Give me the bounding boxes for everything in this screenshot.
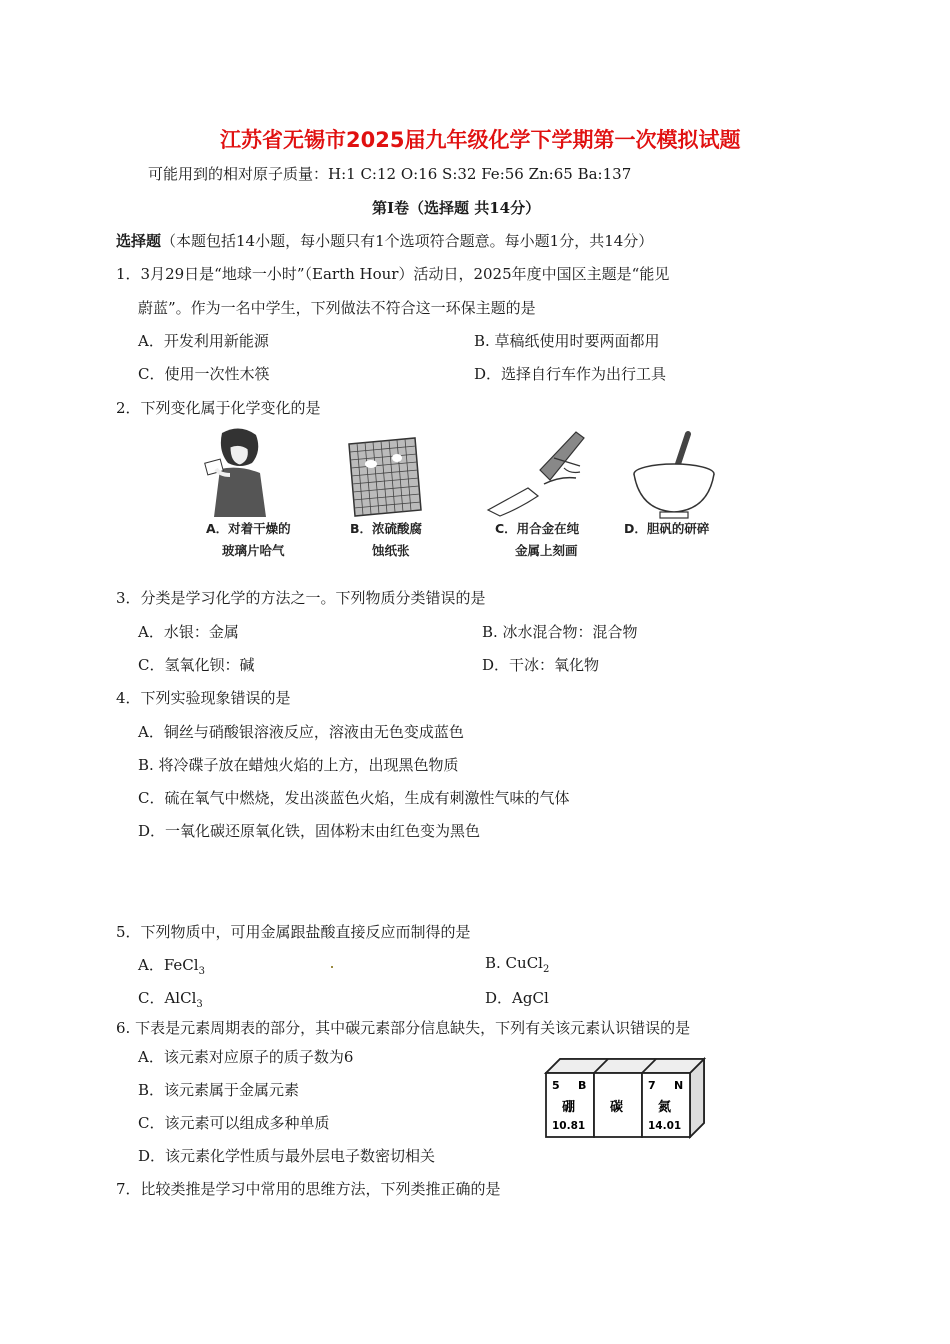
q5-option-d: D．AgCl (485, 989, 549, 1007)
instructions-label: 选择题 (116, 232, 162, 250)
periodic-table-fragment (540, 1053, 720, 1145)
q2-stem: 2．下列变化属于化学变化的是 (116, 399, 321, 417)
q2-caption-c (495, 518, 579, 562)
q1-option-d: D．选择自行车作为出行工具 (474, 365, 667, 383)
page-title: 江苏省无锡市2025届九年级化学下学期第一次模拟试题 (220, 128, 741, 152)
q2-caption-c-line1: C．用合金在纯 (495, 521, 580, 536)
q4-option-b: B. 将冷碟子放在蜡烛火焰的上方，出现黑色物质 (138, 756, 459, 774)
nitrogen-mass: 14.01 (648, 1120, 682, 1132)
q5-option-b-text: B. CuCl (485, 954, 543, 972)
q5-option-a (138, 954, 205, 977)
q4-option-d: D．一氧化碳还原氧化铁，固体粉末由红色变为黑色 (138, 822, 481, 840)
q3-option-d: D．干冰：氧化物 (482, 656, 600, 674)
atomic-masses: 可能用到的相对原子质量：H:1 C:12 O:16 S:32 Fe:56 Zn:65 Ba:137 (148, 165, 632, 183)
boron-mass: 10.81 (552, 1120, 586, 1132)
girl-breathing-illustration (200, 425, 280, 520)
q5-option-c-text: C．AlCl (138, 989, 197, 1007)
q2-caption-a-line1: A．对着干燥的 (206, 521, 291, 536)
q5-stem: 5．下列物质中，可用金属跟盐酸直接反应而制得的是 (116, 923, 471, 941)
instructions (116, 230, 653, 251)
q3-option-b: B. 冰水混合物：混合物 (482, 623, 638, 641)
q1-stem-line1: 1．3月29日是“地球一小时”（Earth Hour）活动日，2025年度中国区主题是“能见 (116, 265, 670, 283)
boron-number: 5 (552, 1079, 560, 1092)
q6-option-b: B．该元素属于金属元素 (138, 1081, 300, 1099)
nitrogen-name: 氮 (658, 1100, 672, 1115)
q1-stem-line2: 蔚蓝”。作为一名中学生，下列做法不符合这一环保主题的是 (138, 299, 536, 317)
q4-stem: 4．下列实验现象错误的是 (116, 689, 291, 707)
q2-caption-a-line2: 玻璃片哈气 (222, 543, 285, 558)
metal-scribing-illustration (480, 428, 590, 518)
q5-option-b (485, 954, 549, 975)
q5-option-a-text: A．FeCl (138, 956, 199, 974)
q6-option-a: A．该元素对应原子的质子数为6 (138, 1048, 354, 1066)
q2-caption-c-line2: 金属上刻画 (515, 543, 578, 558)
q1-option-c: C．使用一次性木筷 (138, 365, 270, 383)
q6-option-d: D．该元素化学性质与最外层电子数密切相关 (138, 1147, 436, 1165)
nitrogen-number: 7 (648, 1079, 656, 1092)
q2-caption-d: D．胆矾的研碎 (624, 521, 710, 536)
q3-option-a: A．水银：金属 (138, 623, 239, 641)
q1-option-a: A．开发利用新能源 (138, 332, 269, 350)
boron-name: 硼 (562, 1100, 576, 1115)
section-title: 第Ⅰ卷（选择题 共14分） (372, 199, 541, 217)
boron-symbol: B (578, 1079, 587, 1092)
q6-option-c: C．该元素可以组成多种单质 (138, 1114, 330, 1132)
q1-option-b: B. 草稿纸使用时要两面都用 (474, 332, 660, 350)
instructions-text: （本题包括14小题，每小题只有1个选项符合题意。每小题1分，共14分） (161, 232, 654, 250)
q2-caption-b-line1: B．浓硫酸腐 (350, 521, 423, 536)
q2-caption-b-line2: 蚀纸张 (372, 543, 410, 558)
carbon-name: 碳 (610, 1100, 624, 1115)
paper-grid-illustration (345, 438, 425, 516)
q3-stem: 3．分类是学习化学的方法之一。下列物质分类错误的是 (116, 589, 486, 607)
q7-stem: 7．比较类推是学习中常用的思维方法，下列类推正确的是 (116, 1180, 501, 1198)
q5-option-a-sub: 3 (198, 966, 205, 977)
mortar-pestle-illustration (630, 428, 720, 520)
q3-option-c: C．氢氧化钡：碱 (138, 656, 255, 674)
nitrogen-symbol: N (674, 1079, 684, 1092)
q5-option-c-sub: 3 (196, 999, 203, 1010)
q2-caption-b (350, 518, 422, 562)
q4-option-c: C．硫在氧气中燃烧，发出淡蓝色火焰，生成有刺激性气味的气体 (138, 789, 570, 807)
q5-option-b-sub: 2 (542, 964, 550, 975)
stray-dot (331, 966, 333, 968)
q6-stem: 6. 下表是元素周期表的部分，其中碳元素部分信息缺失，下列有关该元素认识错误的是 (116, 1019, 691, 1037)
q4-option-a: A．铜丝与硝酸银溶液反应，溶液由无色变成蓝色 (138, 723, 464, 741)
q5-option-c (138, 987, 203, 1010)
q2-caption-a (206, 518, 291, 562)
